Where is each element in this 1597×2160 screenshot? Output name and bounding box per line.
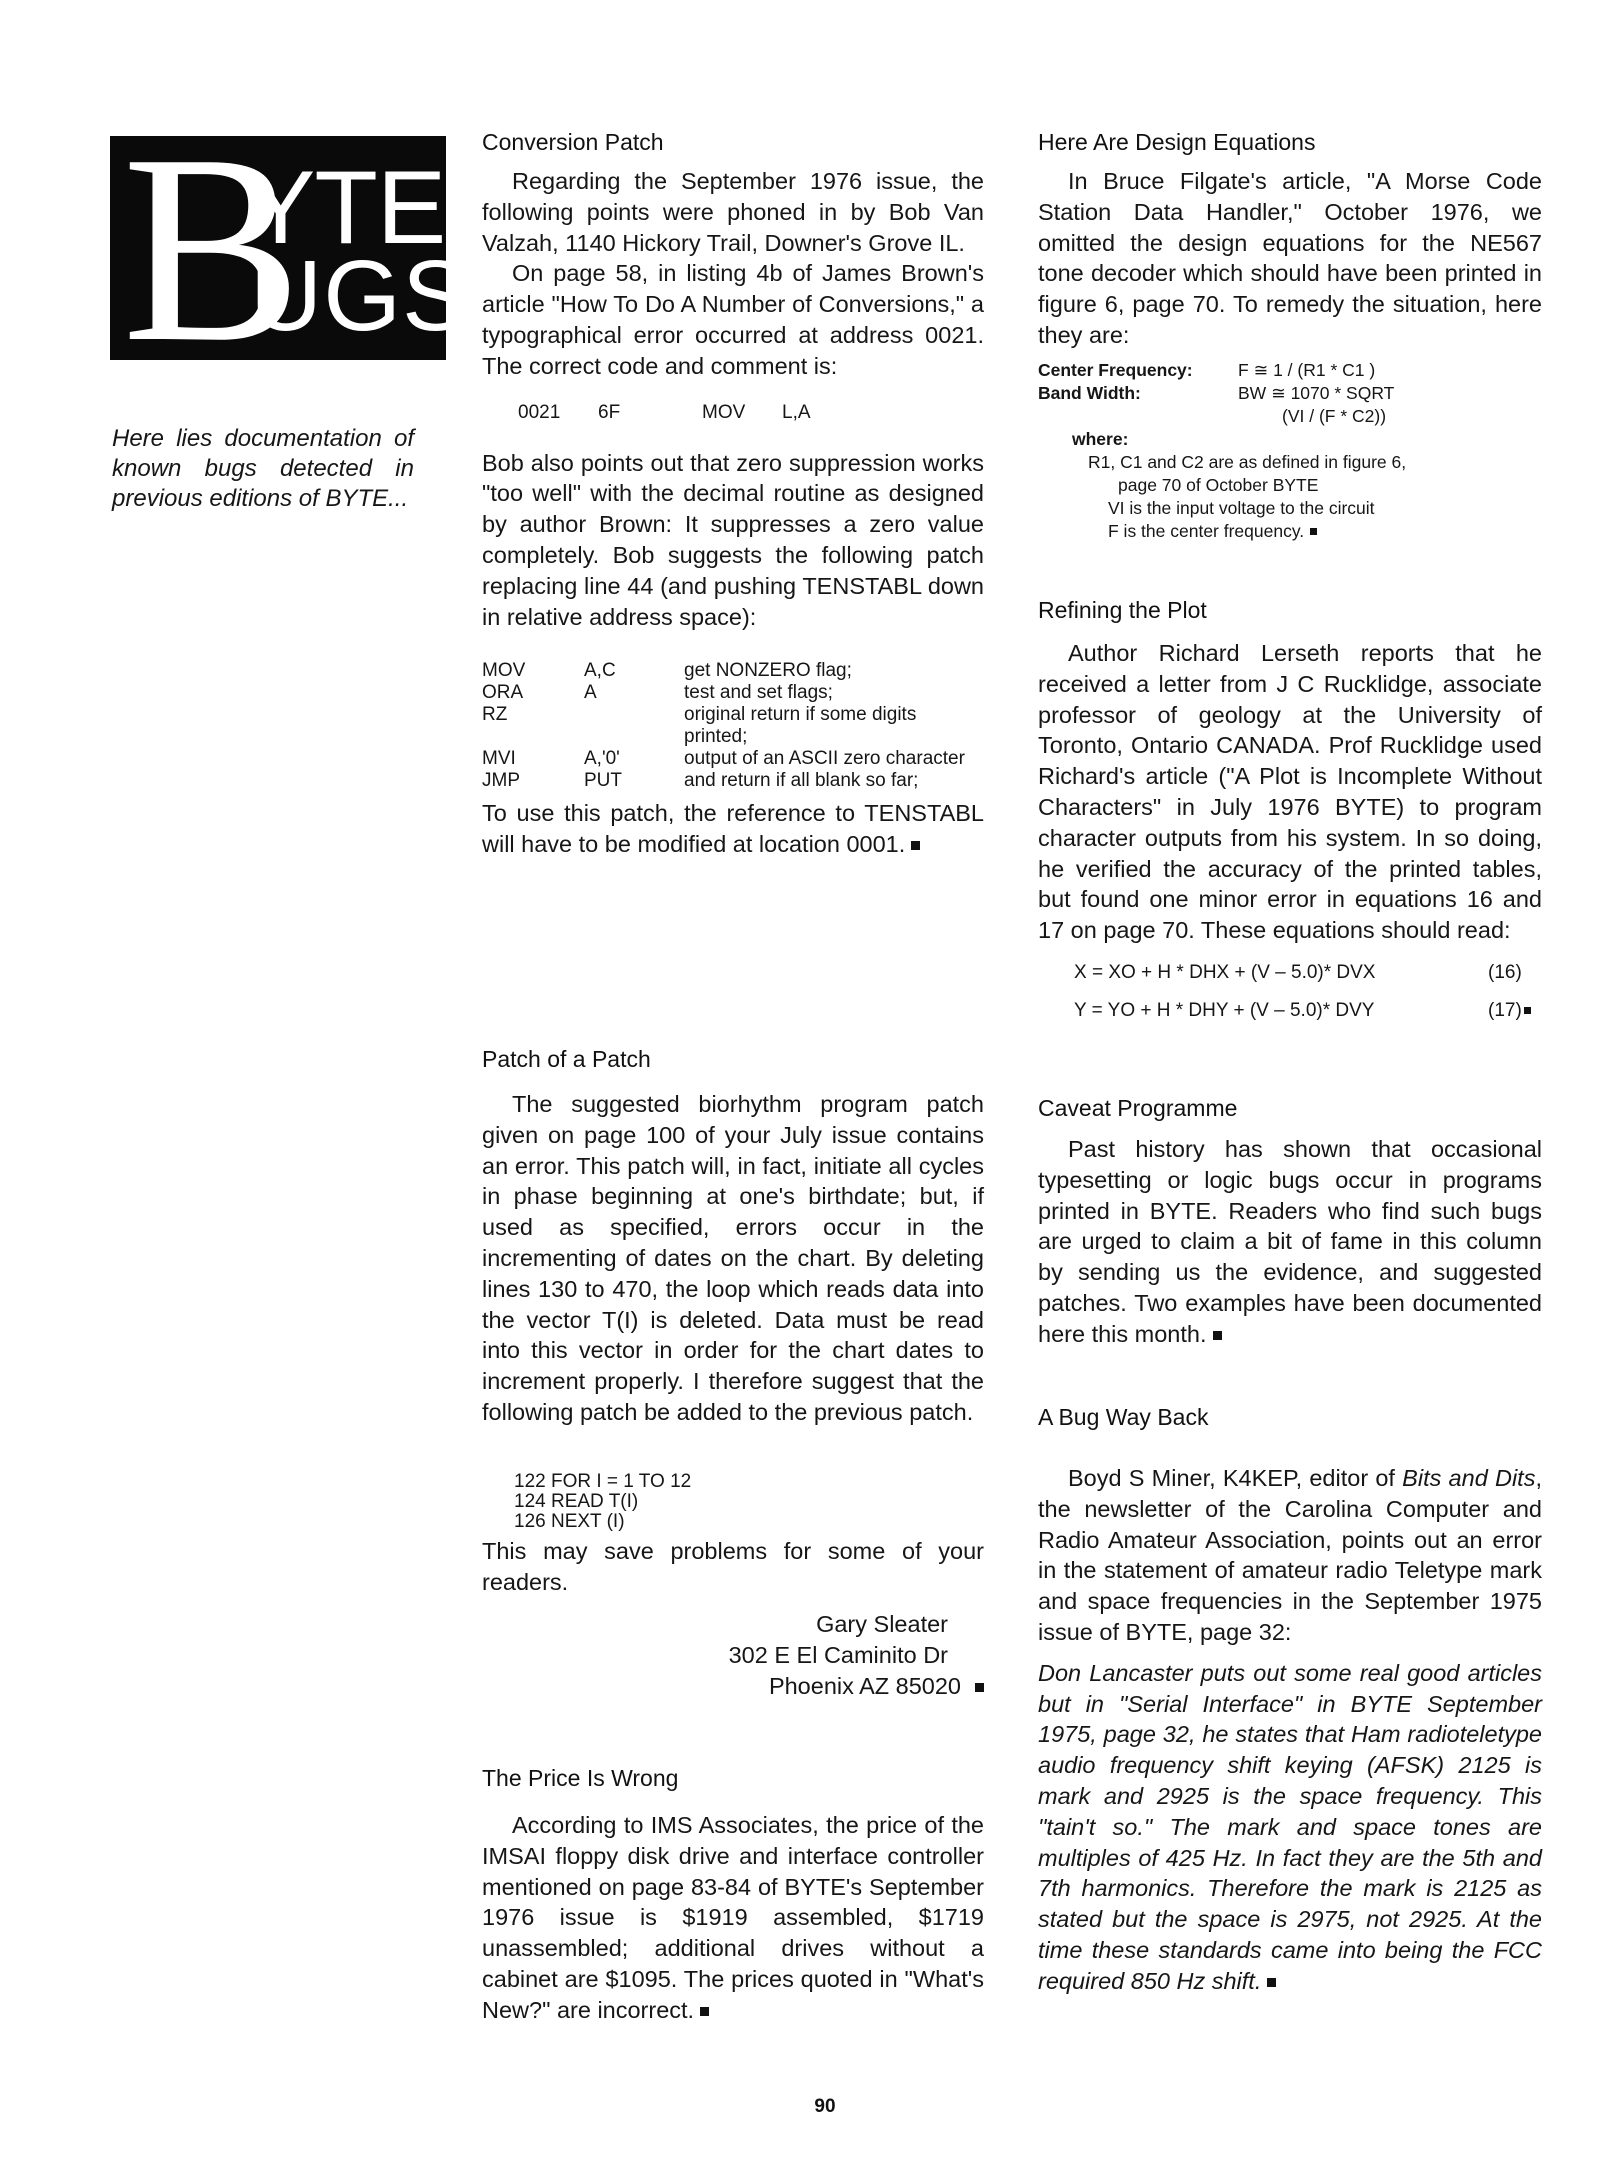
bug-way-back-section — [1038, 1403, 1542, 1997]
logo-line2: UGS — [250, 240, 470, 352]
end-mark-icon — [1267, 1978, 1276, 1987]
listing-arg: A,'0' — [584, 748, 620, 770]
listing-comment: get NONZERO flag; — [684, 660, 852, 682]
where-item: R1, C1 and C2 are as defined in figure 6, — [1088, 451, 1407, 472]
paragraph: The suggested biorhythm program patch given on page 100 of your July issue contains an error. This patch will, in fact, initiate all cycles in phase beginning at one's birthdate; but, if used as specified, errors occur in the incrementing of dates on the chart. By deleting lines 130 to 470, the loop which reads data into the vector T(I) is deleted. Data must be read into this vector in order for the chart dates to increment properly. I therefore suggest that the following patch be added to the previous patch. — [482, 1091, 984, 1425]
paragraph: Bob also points out that zero suppression works "too well" with the decimal routine as designed by author Brown: It suppresses a zero value completely. Bob suggests the following patch replacing line 44 (and pushing TENSTABL down in relative address space): — [482, 449, 984, 630]
listing-op: ORA — [482, 682, 524, 704]
patch-of-patch-section — [482, 1045, 984, 1702]
section-heading: A Bug Way Back — [1038, 1404, 1209, 1430]
paragraph-text: Past history has shown that occasional typesetting or logic bugs occur in programs printed in BYTE. Readers who find such bugs are urged to claim a bit of fame in this column by sending us the evidence, and suggested patches. Two examples have been documented here this month. — [1038, 1136, 1542, 1347]
equation-continued: (VI / (F * C2)) — [1282, 405, 1387, 426]
equation: F ≅ 1 / (R1 * C1 ) — [1238, 359, 1376, 380]
page-number: 90 — [814, 2096, 836, 2117]
design-equations-section — [1038, 128, 1542, 543]
section-heading: Here Are Design Equations — [1038, 129, 1316, 155]
equation-label: Band Width: — [1038, 382, 1141, 403]
code-addr: 0021 — [518, 401, 561, 423]
equation-row — [1074, 1000, 1542, 1022]
signature-address: 302 E El Caminito Dr — [728, 1642, 948, 1669]
column-tagline: Here lies documentation of known bugs detected in previous editions of BYTE... — [112, 425, 414, 512]
paragraph — [482, 798, 984, 860]
paragraph-text: , the newsletter of the Carolina Computer and Radio Amateur Association, points out an error in the statement of amateur radio Teletype mark and space frequencies in the September 1975 issue of BYTE, page 32: — [1038, 1465, 1542, 1645]
equation-row — [1038, 359, 1542, 382]
where-label: where: — [1072, 428, 1129, 449]
end-mark-icon — [1213, 1331, 1222, 1340]
code-args: L,A — [782, 401, 811, 423]
quote-text: Don Lancaster puts out some real good articles but in "Serial Interface" in BYTE September 1975, page 32, he states that Ham radioteletype audio frequency shift keying (AFSK) 2125 is mark and 2925 is the space frequency. This "tain't so." The mark and space tones are multiples of 425 Hz. In fact they are the 5th and 7th harmonics. Therefore the mark is 2125 as stated but the space is 2975, not 2925. At the time these standards came into being the FCC required 850 Hz shift. — [1038, 1659, 1542, 1994]
equation-number: (16) — [1488, 961, 1522, 983]
end-mark-icon — [975, 1683, 984, 1692]
equation: BW ≅ 1070 * SQRT — [1238, 382, 1395, 403]
paragraph: Author Richard Lerseth reports that he received a letter from J C Rucklidge, associate professor of geology at the University of Toronto, Ontario CANADA. Prof Rucklidge used Richard's article ("A Plot is Incomplete Without Characters" in July 1976 BYTE) to program character outputs from his system. In so doing, he verified the accuracy of the printed tables, but found one minor error in equations 16 and 17 on page 70. These equations should read: — [1038, 640, 1542, 944]
end-mark-icon — [1524, 1007, 1531, 1014]
bytes-bugs-logo — [110, 99, 533, 398]
listing-comment: output of an ASCII zero character and return if all blank so far; — [684, 748, 965, 792]
paragraph — [1038, 1463, 1542, 1648]
end-mark-icon — [700, 2007, 709, 2016]
signature — [482, 1609, 984, 1701]
paragraph-text: To use this patch, the reference to TENSTABL will have to be modified at location 0001. — [482, 800, 984, 858]
listing-op: MOV — [482, 660, 526, 682]
equation-row — [1074, 962, 1542, 984]
where-item: page 70 of October BYTE — [1118, 474, 1319, 495]
section-heading: Patch of a Patch — [482, 1046, 651, 1072]
signature-name: Gary Sleater — [816, 1611, 948, 1638]
listing-comment: test and set flags; — [684, 682, 833, 704]
assembly-listing — [482, 660, 984, 792]
basic-line: 122 FOR I = 1 TO 12 — [514, 1470, 692, 1492]
listing-op: JMP — [482, 770, 520, 792]
newsletter-title: Bits and Dits — [1402, 1465, 1536, 1491]
equations-block — [1038, 359, 1542, 543]
listing-row — [482, 748, 984, 770]
section-heading: Conversion Patch — [482, 129, 664, 155]
caveat-section — [1038, 1094, 1542, 1350]
conversion-patch-section — [482, 128, 984, 860]
equation: Y = YO + H * DHY + (V – 5.0)* DVY — [1074, 999, 1375, 1021]
listing-row — [482, 660, 984, 682]
where-item: VI is the input voltage to the circuit — [1108, 497, 1375, 518]
end-mark-icon — [911, 841, 920, 850]
section-heading: The Price Is Wrong — [482, 1765, 679, 1791]
paragraph-text: According to IMS Associates, the price of the IMSAI floppy disk drive and interface controller mentioned on page 83-84 of BYTE's September 1976 issue is $1919 assembled, $1719 unassembled; additional drives without a cabinet are $1095. The prices quoted in "What's New?" are incorrect. — [482, 1812, 984, 2023]
paragraph — [482, 1810, 984, 2026]
refining-plot-section — [1038, 596, 1542, 1022]
basic-line: 124 READ T(I) — [514, 1490, 639, 1512]
quoted-letter — [1038, 1658, 1542, 1997]
price-wrong-section — [482, 1764, 984, 2026]
listing-comment: original return if some digits printed; — [684, 704, 917, 748]
equation-label: Center Frequency: — [1038, 359, 1193, 380]
end-mark-icon — [1310, 528, 1317, 535]
section-heading: Caveat Programme — [1038, 1095, 1238, 1121]
listing-arg: A,C — [584, 660, 616, 682]
paragraph — [1038, 1134, 1542, 1350]
code-mnem: MOV — [702, 401, 746, 423]
paragraph-text: Boyd S Miner, K4KEP, editor of — [1068, 1465, 1403, 1491]
paragraph: This may save problems for some of your readers. — [482, 1537, 984, 1595]
where-item — [1038, 520, 1542, 543]
equation-row — [1038, 382, 1542, 405]
logo-big-letter: B — [122, 99, 303, 398]
logo-line1: YTE'S — [246, 150, 533, 266]
signature-city-text: Phoenix AZ 85020 — [768, 1672, 961, 1699]
basic-listing — [514, 1472, 984, 1532]
code-line — [518, 402, 984, 442]
equation-number: (17) — [1488, 999, 1522, 1021]
listing-arg: A — [584, 682, 597, 704]
equation: X = XO + H * DHX + (V – 5.0)* DVX — [1074, 961, 1376, 983]
listing-arg: PUT — [584, 770, 622, 792]
paragraph: On page 58, in listing 4b of James Brown's article "How To Do A Number of Conversions," a typographical error occurred at address 0021. The correct code and comment is: — [482, 260, 984, 379]
where-text: F is the center frequency. — [1108, 520, 1305, 541]
listing-arg — [584, 704, 684, 748]
code-op: 6F — [598, 401, 621, 423]
listing-op: RZ — [482, 704, 508, 726]
section-heading: Refining the Plot — [1038, 597, 1207, 623]
listing-row — [482, 704, 984, 748]
listing-op: MVI — [482, 748, 516, 770]
paragraph: Regarding the September 1976 issue, the following points were phoned in by Bob Van Valzah, 1140 Hickory Trail, Downer's Grove IL. — [482, 168, 984, 256]
basic-line: 126 NEXT (I) — [514, 1510, 625, 1532]
paragraph: In Bruce Filgate's article, "A Morse Code Station Data Handler," October 1976, we omitted the design equations for the NE567 tone decoder which should have been printed in figure 6, page 70. To remedy the situation, here they are: — [1038, 168, 1542, 348]
listing-row — [482, 682, 984, 704]
signature-city — [482, 1671, 984, 1702]
